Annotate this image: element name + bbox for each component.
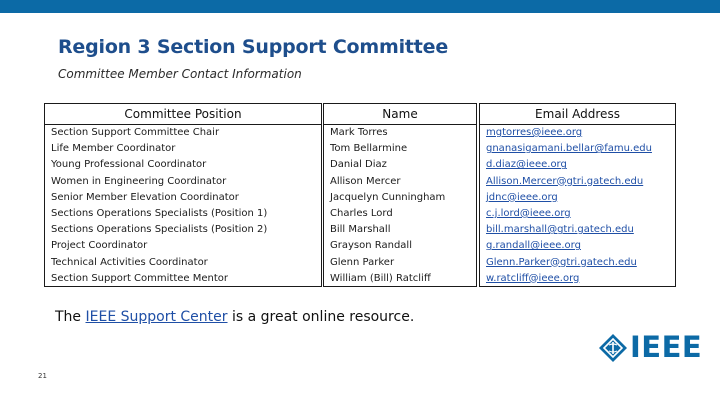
table-cell-position: Section Support Committee Mentor — [51, 272, 228, 284]
email-link[interactable]: gnanasigamani.bellar@famu.edu — [486, 143, 652, 155]
table-cell-position: Senior Member Elevation Coordinator — [51, 191, 239, 203]
table-cell-name: Tom Bellarmine — [330, 143, 408, 155]
email-header: Email Address — [480, 104, 675, 125]
name-header: Name — [324, 104, 476, 125]
page-number: 21 — [38, 372, 47, 380]
note-suffix: is a great online resource. — [227, 309, 415, 325]
table-cell-position: Young Professional Coordinator — [51, 159, 207, 171]
email-link[interactable]: g.randall@ieee.org — [486, 240, 581, 252]
page-title: Region 3 Section Support Committee — [58, 36, 449, 58]
table-cell-position: Sections Operations Specialists (Position 2) — [51, 224, 268, 236]
table-cell-position: Project Coordinator — [51, 240, 148, 252]
table-cell-name: Glenn Parker — [330, 256, 395, 268]
position-column — [44, 103, 322, 287]
email-link[interactable]: Glenn.Parker@gtri.gatech.edu — [486, 256, 637, 268]
table-cell-position: Sections Operations Specialists (Position 1) — [51, 207, 268, 219]
table-cell-position: Section Support Committee Chair — [51, 127, 220, 138]
email-link[interactable]: jdnc@ieee.org — [486, 191, 558, 203]
email-link[interactable]: c.j.lord@ieee.org — [486, 207, 571, 219]
support-center-link[interactable]: IEEE Support Center — [85, 309, 228, 325]
table-cell-name: Mark Torres — [330, 127, 388, 138]
page-subtitle: Committee Member Contact Information — [58, 67, 302, 81]
email-column — [479, 103, 676, 287]
email-link[interactable]: mgtorres@ieee.org — [486, 127, 583, 138]
table-cell-position: Women in Engineering Coordinator — [51, 175, 227, 187]
support-note — [55, 309, 414, 325]
table-cell-name: William (Bill) Ratcliff — [330, 272, 431, 284]
note-prefix: The — [55, 309, 86, 325]
ieee-wordmark: IEEE — [630, 330, 703, 364]
email-link[interactable]: Allison.Mercer@gtri.gatech.edu — [486, 175, 644, 187]
table-cell-position: Technical Activities Coordinator — [51, 256, 208, 268]
position-header: Committee Position — [45, 104, 321, 125]
email-link[interactable]: d.diaz@ieee.org — [486, 159, 567, 171]
top-accent-bar — [0, 0, 720, 13]
ieee-diamond-icon — [598, 333, 628, 363]
table-cell-name: Danial Diaz — [330, 159, 387, 171]
table-cell-name: Allison Mercer — [330, 175, 401, 187]
table-cell-name: Grayson Randall — [330, 240, 412, 252]
table-cell-name: Bill Marshall — [330, 224, 391, 236]
table-cell-name: Charles Lord — [330, 207, 393, 219]
email-link[interactable]: bill.marshall@gtri.gatech.edu — [486, 224, 634, 236]
table-cell-name: Jacquelyn Cunningham — [330, 191, 446, 203]
name-column — [323, 103, 477, 287]
email-link[interactable]: w.ratcliff@ieee.org — [486, 272, 580, 284]
table-cell-position: Life Member Coordinator — [51, 143, 176, 155]
